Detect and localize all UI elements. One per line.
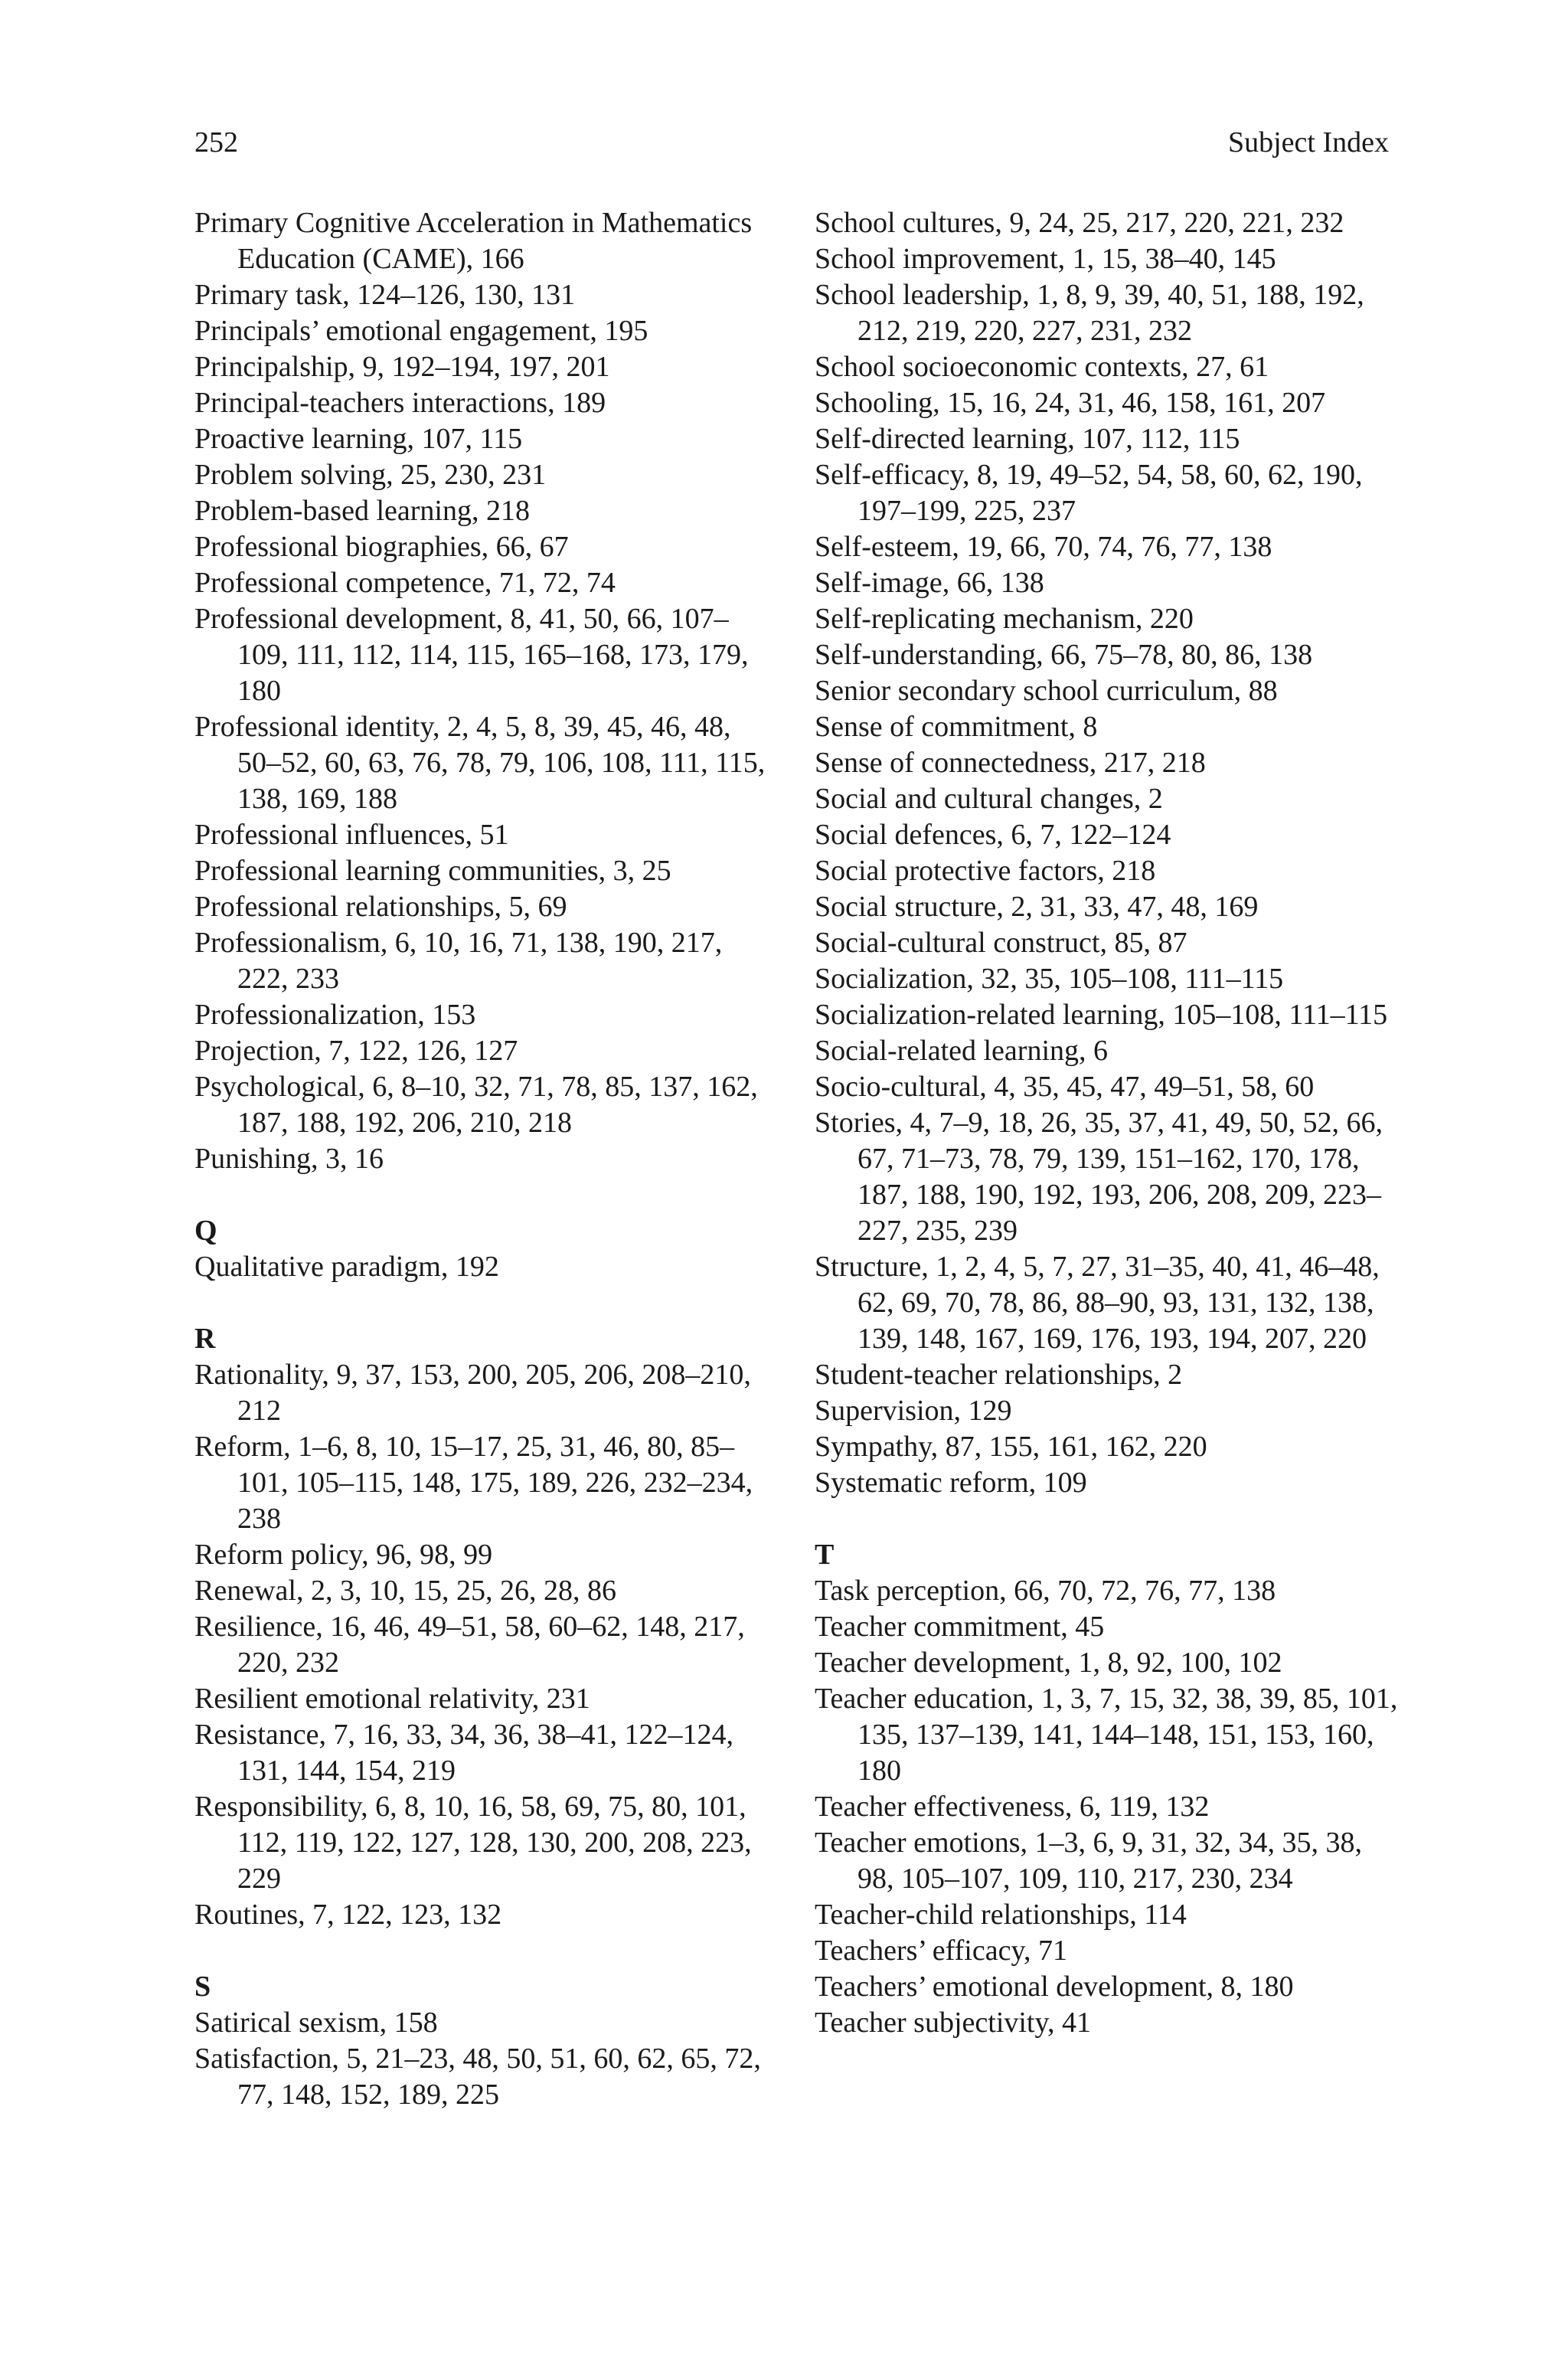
index-entry: School socioeconomic contexts, 27, 61 (815, 351, 1269, 383)
index-entry: Resilient emotional relativity, 231 (194, 1683, 590, 1715)
index-entry: Socialization, 32, 35, 105–108, 111–115 (815, 963, 1284, 995)
index-group-s-left (194, 2005, 776, 2113)
index-entry: Structure, 1, 2, 4, 5, 7, 27, 31–35, 40, 41, 46–48, 62, 69, 70, 78, 86, 88–90, 93, 131, 132, 138, 139, 148, 167, 169, 176, 193, 194, 207, 220 (815, 1251, 1380, 1355)
index-entry: Rationality, 9, 37, 153, 200, 205, 206, 208–210, 212 (194, 1359, 751, 1427)
index-entry: Professionalism, 6, 10, 16, 71, 138, 190, 217, 222, 233 (194, 927, 723, 995)
index-entry: Self-esteem, 19, 66, 70, 74, 76, 77, 138 (815, 531, 1272, 563)
index-entry: Systematic reform, 109 (815, 1467, 1087, 1499)
index-entry: Teacher-child relationships, 114 (815, 1899, 1187, 1931)
index-entry: Teacher emotions, 1–3, 6, 9, 31, 32, 34, 35, 38, 98, 105–107, 109, 110, 217, 230, 234 (815, 1827, 1363, 1895)
index-group-t (815, 1573, 1404, 2041)
index-entry: Teacher subjectivity, 41 (815, 2007, 1092, 2039)
running-head (194, 124, 1389, 161)
index-entry: Primary task, 124–126, 130, 131 (194, 279, 576, 311)
index-entry: Stories, 4, 7–9, 18, 26, 35, 37, 41, 49, 50, 52, 66, 67, 71–73, 78, 79, 139, 151–162, 170, 178, 187, 188, 190, 192, 193, 206, 208, 209, 223–227, 235, 239 (815, 1107, 1383, 1247)
index-entry: Resistance, 7, 16, 33, 34, 36, 38–41, 122–124, 131, 144, 154, 219 (194, 1719, 734, 1787)
index-group-s-right (815, 205, 1404, 1501)
index-entry: School cultures, 9, 24, 25, 217, 220, 221, 232 (815, 207, 1344, 239)
index-entry: Professionalization, 153 (194, 999, 476, 1031)
index-entry: Sense of commitment, 8 (815, 711, 1098, 743)
page-number: 252 (194, 126, 238, 159)
index-entry: Principals’ emotional engagement, 195 (194, 315, 648, 347)
index-entry: Proactive learning, 107, 115 (194, 423, 523, 455)
index-entry: Self-directed learning, 107, 112, 115 (815, 423, 1240, 455)
index-entry: Social structure, 2, 31, 33, 47, 48, 169 (815, 891, 1259, 923)
index-entry: Supervision, 129 (815, 1395, 1012, 1427)
index-group-r (194, 1357, 776, 1933)
index-entry: Task perception, 66, 70, 72, 76, 77, 138 (815, 1575, 1276, 1607)
index-entry: Satirical sexism, 158 (194, 2007, 438, 2039)
index-column-right (815, 205, 1404, 2041)
index-entry: Teacher development, 1, 8, 92, 100, 102 (815, 1647, 1282, 1679)
index-entry: Self-replicating mechanism, 220 (815, 603, 1194, 635)
index-entry: Reform policy, 96, 98, 99 (194, 1539, 493, 1571)
index-entry: Teacher effectiveness, 6, 119, 132 (815, 1791, 1210, 1823)
index-entry: Social and cultural changes, 2 (815, 783, 1163, 815)
index-entry: Teacher education, 1, 3, 7, 15, 32, 38, 39, 85, 101, 135, 137–139, 141, 144–148, 151, 153, 160, 180 (815, 1683, 1398, 1787)
index-entry: Professional learning communities, 3, 25 (194, 855, 671, 887)
index-column-left (194, 205, 776, 2113)
index-entry: Teacher commitment, 45 (815, 1611, 1105, 1643)
index-entry: Social defences, 6, 7, 122–124 (815, 819, 1171, 851)
index-letter-t: T (815, 1539, 835, 1571)
index-entry: Qualitative paradigm, 192 (194, 1251, 499, 1283)
index-entry: Senior secondary school curriculum, 88 (815, 675, 1278, 707)
index-entry: Routines, 7, 122, 123, 132 (194, 1899, 502, 1931)
index-entry: Schooling, 15, 16, 24, 31, 46, 158, 161, 207 (815, 387, 1326, 419)
index-entry: Professional competence, 71, 72, 74 (194, 567, 616, 599)
index-entry: Teachers’ emotional development, 8, 180 (815, 1971, 1294, 2003)
index-letter-r: R (194, 1323, 216, 1355)
index-entry: Reform, 1–6, 8, 10, 15–17, 25, 31, 46, 80, 85–101, 105–115, 148, 175, 189, 226, 232–234, 238 (194, 1431, 753, 1535)
index-entry: Professional biographies, 66, 67 (194, 531, 569, 563)
index-entry: Professional influences, 51 (194, 819, 509, 851)
index-group-p (194, 205, 776, 1177)
index-entry: Resilience, 16, 46, 49–51, 58, 60–62, 148, 217, 220, 232 (194, 1611, 745, 1679)
index-entry: Principalship, 9, 192–194, 197, 201 (194, 351, 610, 383)
index-entry: School leadership, 1, 8, 9, 39, 40, 51, 188, 192, 212, 219, 220, 227, 231, 232 (815, 279, 1364, 347)
index-group-q (194, 1249, 776, 1285)
index-entry: Problem solving, 25, 230, 231 (194, 459, 547, 491)
index-entry: Social-related learning, 6 (815, 1035, 1109, 1067)
index-entry: School improvement, 1, 15, 38–40, 145 (815, 243, 1276, 275)
index-entry: Professional identity, 2, 4, 5, 8, 39, 45, 46, 48, 50–52, 60, 63, 76, 78, 79, 106, 108, 111, 115, 138, 169, 188 (194, 711, 766, 815)
index-entry: Teachers’ efficacy, 71 (815, 1935, 1067, 1967)
index-entry: Sympathy, 87, 155, 161, 162, 220 (815, 1431, 1207, 1463)
index-entry: Principal-teachers interactions, 189 (194, 387, 606, 419)
index-letter-q: Q (194, 1215, 217, 1247)
index-entry: Punishing, 3, 16 (194, 1143, 384, 1175)
index-entry: Self-image, 66, 138 (815, 567, 1044, 599)
index-entry: Social protective factors, 218 (815, 855, 1156, 887)
index-entry: Primary Cognitive Acceleration in Mathematics Education (CAME), 166 (194, 207, 753, 275)
index-entry: Sense of connectedness, 217, 218 (815, 747, 1206, 779)
index-entry: Social-cultural construct, 85, 87 (815, 927, 1187, 959)
index-entry: Self-efficacy, 8, 19, 49–52, 54, 58, 60, 62, 190, 197–199, 225, 237 (815, 459, 1363, 527)
index-entry: Self-understanding, 66, 75–78, 80, 86, 138 (815, 639, 1313, 671)
index-entry: Satisfaction, 5, 21–23, 48, 50, 51, 60, 62, 65, 72, 77, 148, 152, 189, 225 (194, 2043, 761, 2111)
index-entry: Problem-based learning, 218 (194, 495, 530, 527)
index-letter-s: S (194, 1971, 211, 2003)
index-entry: Socio-cultural, 4, 35, 45, 47, 49–51, 58, 60 (815, 1071, 1315, 1103)
section-title: Subject Index (1227, 126, 1389, 159)
index-entry: Socialization-related learning, 105–108, 111–115 (815, 999, 1388, 1031)
index-entry: Psychological, 6, 8–10, 32, 71, 78, 85, 137, 162, 187, 188, 192, 206, 210, 218 (194, 1071, 758, 1139)
index-entry: Professional development, 8, 41, 50, 66, 107–109, 111, 112, 114, 115, 165–168, 173, 179, 180 (194, 603, 749, 707)
index-entry: Responsibility, 6, 8, 10, 16, 58, 69, 75, 80, 101, 112, 119, 122, 127, 128, 130, 200, 208, 223, 229 (194, 1791, 752, 1895)
index-entry: Projection, 7, 122, 126, 127 (194, 1035, 518, 1067)
index-entry: Professional relationships, 5, 69 (194, 891, 567, 923)
index-entry: Student-teacher relationships, 2 (815, 1359, 1183, 1391)
index-entry: Renewal, 2, 3, 10, 15, 25, 26, 28, 86 (194, 1575, 616, 1607)
